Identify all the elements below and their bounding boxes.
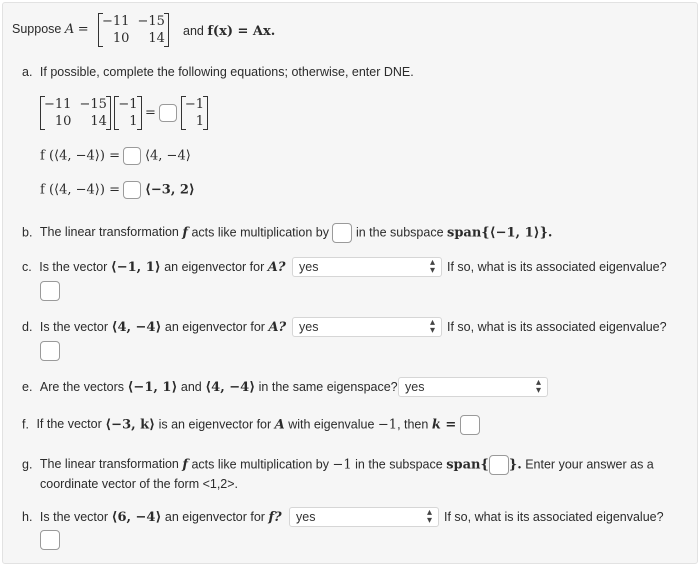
part-f [22,415,480,435]
part-text: The linear transformation [39,225,179,240]
part-text: in the same eigenspace? [258,380,398,394]
select-value: yes [299,320,319,334]
matrix-A-symbol: A? [268,320,287,335]
part-text: If the vector [36,417,102,432]
part-b [22,223,552,243]
eq-left: f (⟨4, −4⟩) = [40,182,120,198]
span-close: }. [508,457,522,473]
part-text: Is the vector [39,320,109,334]
equals-sign: = [145,105,156,121]
select-c[interactable] [292,257,442,277]
chevron-updown-icon: ▴ ▾ [429,317,435,336]
matrix-cell: −15 [79,97,107,112]
f-symbol: f? [268,510,282,525]
part-a-eq3 [40,181,195,199]
answer-box-a3[interactable] [123,181,141,199]
matrix-A [40,96,111,130]
part-text: coordinate vector of the form <1,2>. [40,477,239,491]
matrix-cell: 14 [90,114,107,129]
vector-expression: ⟨−1, 1⟩ [127,380,178,395]
function-definition: f(x) = Ax. [207,24,276,39]
select-e[interactable] [398,377,548,397]
part-label: g. [22,457,33,472]
eq-right: ⟨4, −4⟩ [144,148,191,164]
part-text: in the subspace [355,225,444,240]
part-text: , then [397,417,429,432]
part-label: f. [22,417,29,432]
part-d [22,320,286,335]
part-h [22,510,282,525]
answer-box-a1[interactable] [159,104,177,122]
select-h[interactable] [289,507,439,527]
select-value: yes [299,260,319,274]
part-a-prompt [22,65,414,79]
intro-matrix [98,13,169,47]
part-label: h. [22,510,33,524]
matrix-A-symbol: A? [267,260,286,275]
matrix-cell: 10 [54,114,72,129]
vector-cell: −1 [118,97,138,112]
part-text: and [180,380,202,394]
part-text: If so, what is its associated eigenvalue? [447,320,667,334]
eq-right: ⟨−3, 2⟩ [144,182,195,198]
chevron-updown-icon: ▴ ▾ [535,377,541,396]
f-symbol: f [182,225,188,241]
select-d[interactable] [292,317,442,337]
select-value: yes [405,380,425,394]
part-text: with eigenvalue [288,417,375,432]
chevron-updown-icon: ▴ ▾ [429,257,435,276]
vector-expression: ⟨−1, 1⟩ [110,260,161,275]
answer-box-h[interactable] [40,530,60,550]
part-text: an eigenvector for [164,260,265,274]
span-expression: span{⟨−1, 1⟩}. [447,225,553,241]
part-text: If so, what is its associated eigenvalue? [444,510,664,524]
part-a-eq2 [40,147,191,165]
vector-expression: ⟨4, −4⟩ [205,380,256,395]
part-text: Enter your answer as a [525,457,654,472]
part-text: acts like multiplication by [191,457,329,472]
span-open: span{ [446,457,489,473]
part-a-text: If possible, complete the following equations; otherwise, enter DNE. [39,65,414,79]
part-text: in the subspace [355,457,443,472]
part-text: an eigenvector for [164,510,265,524]
matrix-A-symbol: A [274,417,285,433]
answer-box-g[interactable] [489,455,509,475]
intro-function [183,24,275,39]
part-g [22,455,654,475]
part-c [22,260,285,275]
matrix-cell: 14 [148,31,165,46]
eq-left: f (⟨4, −4⟩) = [40,148,120,164]
f-symbol: f [182,457,188,473]
intro-line [12,22,89,37]
part-text: If so, what is its associated eigenvalue? [447,260,667,274]
vector-cell: 1 [129,114,138,129]
answer-box-f[interactable] [460,415,480,435]
part-label: e. [22,380,33,394]
matrix-cell: −11 [102,14,130,29]
part-text: Are the vectors [39,380,124,394]
vector-cell: −1 [184,97,205,112]
chevron-updown-icon: ▴ ▾ [426,507,432,526]
part-text: Is the vector [39,260,108,274]
eigenvalue: −1 [377,417,398,433]
equals-sign: = [77,22,89,37]
select-value: yes [296,510,316,524]
matrix-A-symbol: A [64,22,75,37]
answer-box-a2[interactable] [123,147,141,165]
part-text: an eigenvector for [164,320,265,334]
k-equals: k = [431,417,457,433]
part-text: is an eigenvector for [158,417,272,432]
answer-box-d[interactable] [40,341,60,361]
part-text: acts like multiplication by [191,225,329,240]
part-text: The linear transformation [39,457,179,472]
vector-expression: ⟨6, −4⟩ [111,510,162,525]
vector-expression: ⟨−3, k⟩ [105,417,156,433]
part-label: d. [22,320,33,334]
answer-box-b[interactable] [332,223,352,243]
eigenvalue: −1 [332,457,352,473]
matrix-cell: 10 [112,31,130,46]
suppose-text: Suppose [12,22,62,36]
part-e [22,380,398,395]
part-label: a. [22,65,33,79]
vector-column [181,96,208,130]
matrix-cell: −11 [44,97,72,112]
vector-expression: ⟨4, −4⟩ [111,320,162,335]
vector-cell: 1 [195,114,205,129]
part-text: Is the vector [39,510,109,524]
matrix-cell: −15 [137,14,165,29]
and-text: and [183,24,204,38]
answer-box-c[interactable] [40,281,60,301]
part-a-matrix-equation [40,96,208,130]
vector-column [114,96,141,130]
part-label: c. [22,260,32,274]
part-label: b. [22,225,33,240]
